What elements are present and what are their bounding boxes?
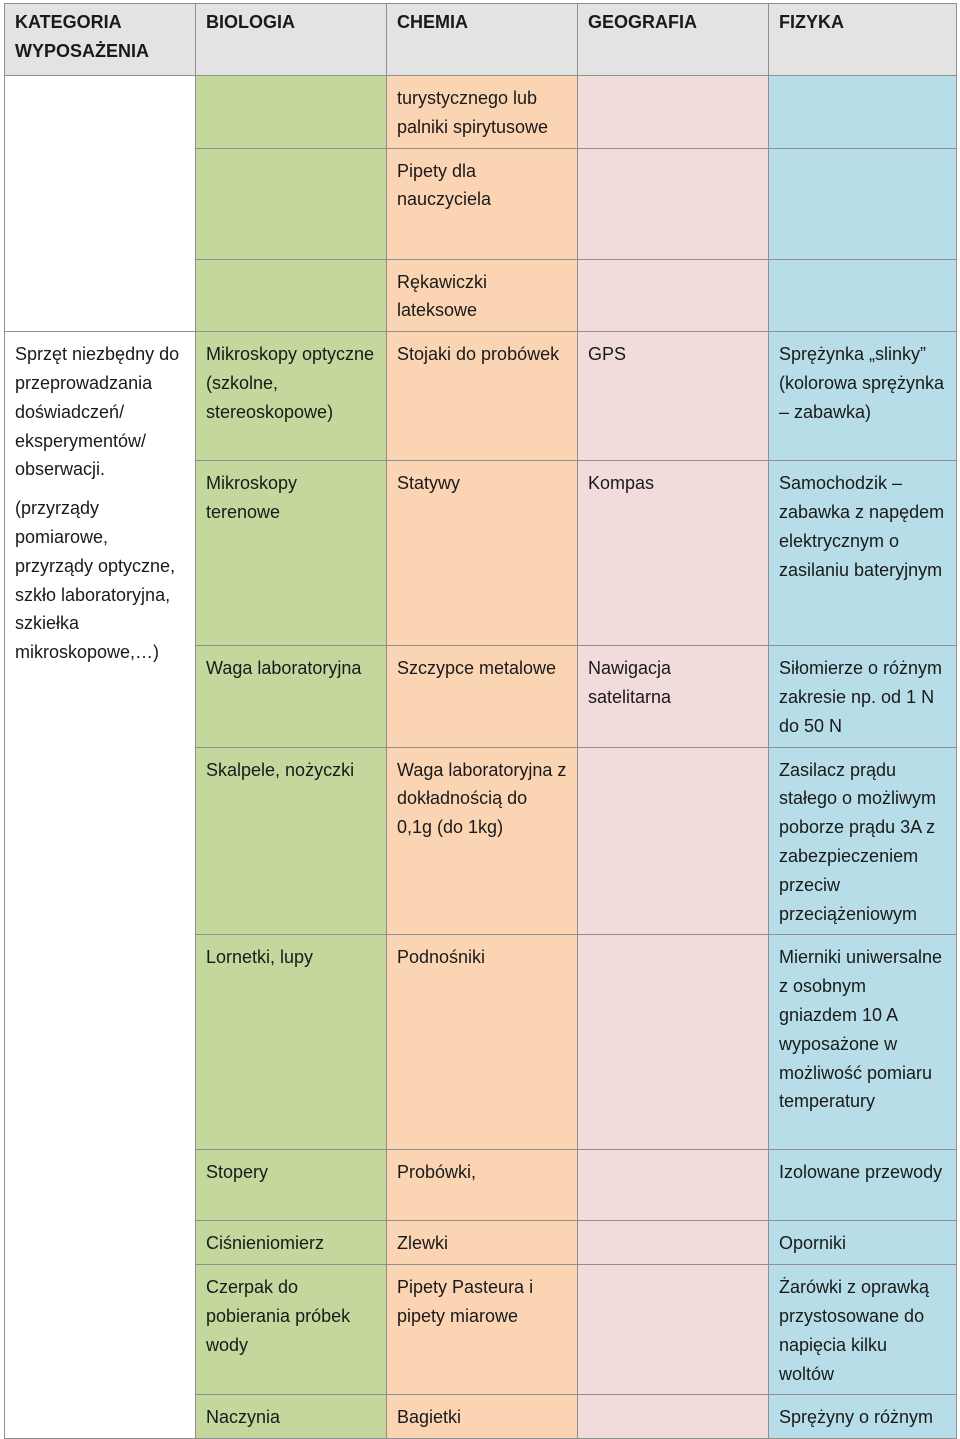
cell-biologia: Mikroskopy optyczne (szkolne, stereoskopowe) <box>196 332 387 461</box>
cell-fizyka: Izolowane przewody <box>769 1150 957 1221</box>
cell-geografia <box>578 148 769 259</box>
cell-chemia: Stojaki do probówek <box>387 332 578 461</box>
cell-fizyka: Mierniki uniwersalne z osobnym gniazdem 10 A wyposażone w możliwość pomiaru temperatury <box>769 935 957 1150</box>
category-cell <box>5 332 196 1439</box>
cell-biologia: Ciśnieniomierz <box>196 1221 387 1265</box>
cell-chemia: Statywy <box>387 461 578 646</box>
cell-fizyka <box>769 148 957 259</box>
cell-geografia: GPS <box>578 332 769 461</box>
category-sub: (przyrządy pomiarowe, przyrządy optyczne, szkło laboratoryjna, szkiełka mikroskopowe,…) <box>15 498 176 663</box>
cell-geografia <box>578 747 769 935</box>
cell-chemia: Pipety dla nauczyciela <box>387 148 578 259</box>
cell-biologia: Mikroskopy terenowe <box>196 461 387 646</box>
cell-fizyka <box>769 76 957 149</box>
cell-fizyka: Zasilacz prądu stałego o możliwym poborze prądu 3A z zabezpieczeniem przeciw przeciążeniowym <box>769 747 957 935</box>
cell-geografia <box>578 259 769 332</box>
category-cell-blank <box>5 76 196 332</box>
cell-geografia <box>578 935 769 1150</box>
cell-fizyka: Żarówki z oprawką przystosowane do napięcia kilku woltów <box>769 1265 957 1395</box>
cell-chemia: Zlewki <box>387 1221 578 1265</box>
cell-geografia <box>578 1150 769 1221</box>
cell-biologia: Lornetki, lupy <box>196 935 387 1150</box>
table-row <box>5 332 957 461</box>
cell-chemia: Bagietki <box>387 1395 578 1439</box>
cell-geografia: Kompas <box>578 461 769 646</box>
cell-biologia <box>196 259 387 332</box>
cell-fizyka: Sprężyny o różnym <box>769 1395 957 1439</box>
cell-chemia: Waga laboratoryjna z dokładnością do 0,1g (do 1kg) <box>387 747 578 935</box>
cell-biologia: Czerpak do pobierania próbek wody <box>196 1265 387 1395</box>
cell-chemia: turystycznego lub palniki spirytusowe <box>387 76 578 149</box>
cell-chemia: Probówki, <box>387 1150 578 1221</box>
cell-biologia: Waga laboratoryjna <box>196 646 387 747</box>
cell-fizyka <box>769 259 957 332</box>
header-geografia: GEOGRAFIA <box>578 4 769 76</box>
cell-chemia: Szczypce metalowe <box>387 646 578 747</box>
cell-geografia <box>578 76 769 149</box>
cell-fizyka: Samochodzik – zabawka z napędem elektrycznym o zasilaniu bateryjnym <box>769 461 957 646</box>
cell-fizyka: Oporniki <box>769 1221 957 1265</box>
cell-biologia: Stopery <box>196 1150 387 1221</box>
cell-biologia: Skalpele, nożyczki <box>196 747 387 935</box>
cell-chemia: Pipety Pasteura i pipety miarowe <box>387 1265 578 1395</box>
cell-geografia <box>578 1221 769 1265</box>
cell-biologia: Naczynia <box>196 1395 387 1439</box>
equipment-table <box>4 3 957 1439</box>
header-row <box>5 4 957 76</box>
cell-biologia <box>196 76 387 149</box>
category-main: Sprzęt niezbędny do przeprowadzania doświadczeń/ eksperymentów/ obserwacji. <box>15 344 180 480</box>
cell-geografia <box>578 1265 769 1395</box>
cell-chemia: Podnośniki <box>387 935 578 1150</box>
header-fizyka: FIZYKA <box>769 4 957 76</box>
cell-fizyka: Siłomierze o różnym zakresie np. od 1 N do 50 N <box>769 646 957 747</box>
table-row <box>5 76 957 149</box>
header-category: KATEGORIA WYPOSAŻENIA <box>5 4 196 76</box>
cell-geografia <box>578 1395 769 1439</box>
header-biologia: BIOLOGIA <box>196 4 387 76</box>
cell-fizyka: Sprężynka „slinky” (kolorowa sprężynka – zabawka) <box>769 332 957 461</box>
cell-geografia: Nawigacja satelitarna <box>578 646 769 747</box>
header-chemia: CHEMIA <box>387 4 578 76</box>
cell-biologia <box>196 148 387 259</box>
cell-chemia: Rękawiczki lateksowe <box>387 259 578 332</box>
